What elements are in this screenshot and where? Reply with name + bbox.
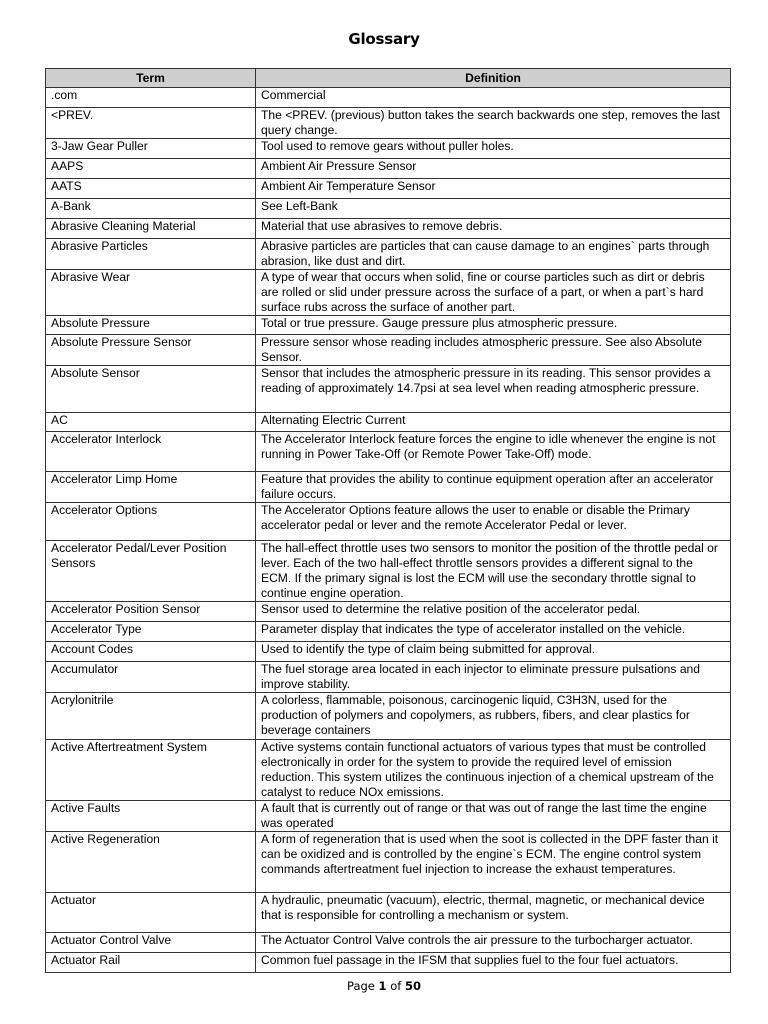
term-cell: Abrasive Wear — [46, 270, 256, 316]
table-row — [46, 893, 731, 933]
term-cell: Accelerator Limp Home — [46, 472, 256, 503]
definition-cell: Ambient Air Temperature Sensor — [256, 179, 731, 199]
term-cell: Active Regeneration — [46, 832, 256, 893]
term-cell: Accumulator — [46, 662, 256, 693]
term-cell: Acrylonitrile — [46, 693, 256, 740]
term-cell: AATS — [46, 179, 256, 199]
definition-cell: The fuel storage area located in each injector to eliminate pressure pulsations and improve stability. — [256, 662, 731, 693]
definition-cell: Active systems contain functional actuators of various types that must be controlled electronically in order for the system to provide the required level of emission reduction. This system utilizes the continuous injection of a chemical upstream of the catalyst to reduce NOx emissions. — [256, 740, 731, 801]
table-row — [46, 801, 731, 832]
term-cell: Actuator — [46, 893, 256, 933]
term-cell: A-Bank — [46, 199, 256, 219]
definition-cell: Sensor that includes the atmospheric pressure in its reading. This sensor provides a reading of approximately 14.7psi at sea level when reading atmospheric pressure. — [256, 366, 731, 413]
term-cell: Absolute Sensor — [46, 366, 256, 413]
table-row — [46, 199, 731, 219]
table-row — [46, 159, 731, 179]
page-number — [0, 979, 768, 993]
table-row — [46, 366, 731, 413]
term-cell: .com — [46, 88, 256, 108]
definition-cell: Abrasive particles are particles that can cause damage to an engines` parts through abrasion, like dust and dirt. — [256, 239, 731, 270]
table-row — [46, 832, 731, 893]
definition-cell: A colorless, flammable, poisonous, carcinogenic liquid, C3H3N, used for the production of polymers and copolymers, as rubbers, fibers, and clear plastics for beverage containers — [256, 693, 731, 740]
table-row — [46, 219, 731, 239]
term-cell: Abrasive Cleaning Material — [46, 219, 256, 239]
term-cell: Absolute Pressure Sensor — [46, 335, 256, 366]
term-cell: AAPS — [46, 159, 256, 179]
definition-cell: A form of regeneration that is used when the soot is collected in the DPF faster than it can be oxidized and is controlled by the engine`s ECM. The engine control system commands aftertreatment fuel injection to increase the exhaust temperatures. — [256, 832, 731, 893]
table-row — [46, 270, 731, 316]
table-row — [46, 740, 731, 801]
definition-cell: See Left-Bank — [256, 199, 731, 219]
table-row — [46, 662, 731, 693]
definition-cell: The hall-effect throttle uses two sensors to monitor the position of the throttle pedal or lever. Each of the two hall-effect throttle sensors provides a different signal to the ECM. If the primary signal is lost the ECM will use the secondary throttle signal to continue engine operation. — [256, 541, 731, 602]
term-cell: Accelerator Options — [46, 503, 256, 541]
definition-column-header: Definition — [256, 69, 731, 88]
table-row — [46, 432, 731, 472]
definition-cell: Common fuel passage in the IFSM that supplies fuel to the four fuel actuators. — [256, 953, 731, 973]
table-row — [46, 239, 731, 270]
term-column-header: Term — [46, 69, 256, 88]
table-row — [46, 413, 731, 432]
table-row — [46, 472, 731, 503]
total-pages: 50 — [404, 979, 421, 993]
table-row — [46, 602, 731, 622]
term-cell: Accelerator Pedal/Lever Position Sensors — [46, 541, 256, 602]
term-cell: Active Faults — [46, 801, 256, 832]
current-page: 1 — [378, 979, 387, 993]
term-cell: Accelerator Position Sensor — [46, 602, 256, 622]
definition-cell: Sensor used to determine the relative position of the accelerator pedal. — [256, 602, 731, 622]
term-cell: AC — [46, 413, 256, 432]
definition-cell: Feature that provides the ability to continue equipment operation after an accelerator failure occurs. — [256, 472, 731, 503]
table-row — [46, 179, 731, 199]
table-row — [46, 139, 731, 159]
table-row — [46, 335, 731, 366]
page-label: Page — [347, 979, 379, 993]
definition-cell: Alternating Electric Current — [256, 413, 731, 432]
definition-cell: Ambient Air Pressure Sensor — [256, 159, 731, 179]
definition-cell: Pressure sensor whose reading includes atmospheric pressure. See also Absolute Sensor. — [256, 335, 731, 366]
table-row — [46, 541, 731, 602]
table-row — [46, 503, 731, 541]
term-cell: Abrasive Particles — [46, 239, 256, 270]
definition-cell: Used to identify the type of claim being submitted for approval. — [256, 642, 731, 662]
table-row — [46, 933, 731, 953]
table-row — [46, 642, 731, 662]
definition-cell: A type of wear that occurs when solid, fine or course particles such as dirt or debris are rolled or slid under pressure across the surface of a part, or when a part`s hard surface rubs across the surface of another part. — [256, 270, 731, 316]
term-cell: Accelerator Interlock — [46, 432, 256, 472]
page-title: Glossary — [348, 30, 420, 48]
definition-cell: The <PREV. (previous) button takes the search backwards one step, removes the last query change. — [256, 108, 731, 139]
definition-cell: The Accelerator Options feature allows the user to enable or disable the Primary accelerator pedal or lever and the remote Accelerator Pedal or lever. — [256, 503, 731, 541]
table-row — [46, 88, 731, 108]
term-cell: Accelerator Type — [46, 622, 256, 642]
term-cell: Actuator Rail — [46, 953, 256, 973]
definition-cell: Commercial — [256, 88, 731, 108]
term-cell: Actuator Control Valve — [46, 933, 256, 953]
definition-cell: The Actuator Control Valve controls the air pressure to the turbocharger actuator. — [256, 933, 731, 953]
term-cell: 3-Jaw Gear Puller — [46, 139, 256, 159]
definition-cell: Parameter display that indicates the type of accelerator installed on the vehicle. — [256, 622, 731, 642]
definition-cell: Material that use abrasives to remove debris. — [256, 219, 731, 239]
glossary-table — [45, 68, 731, 973]
definition-cell: Total or true pressure. Gauge pressure plus atmospheric pressure. — [256, 316, 731, 335]
definition-cell: The Accelerator Interlock feature forces the engine to idle whenever the engine is not running in Power Take-Off (or Remote Power Take-Off) mode. — [256, 432, 731, 472]
glossary-body — [46, 88, 731, 973]
table-row — [46, 693, 731, 740]
table-row — [46, 953, 731, 973]
table-header-row — [46, 69, 731, 88]
term-cell: <PREV. — [46, 108, 256, 139]
table-row — [46, 108, 731, 139]
table-row — [46, 316, 731, 335]
term-cell: Absolute Pressure — [46, 316, 256, 335]
page-of-label: of — [386, 979, 405, 993]
term-cell: Account Codes — [46, 642, 256, 662]
table-row — [46, 622, 731, 642]
definition-cell: Tool used to remove gears without puller holes. — [256, 139, 731, 159]
definition-cell: A fault that is currently out of range or that was out of range the last time the engine was operated — [256, 801, 731, 832]
term-cell: Active Aftertreatment System — [46, 740, 256, 801]
definition-cell: A hydraulic, pneumatic (vacuum), electric, thermal, magnetic, or mechanical device that is responsible for controlling a mechanism or system. — [256, 893, 731, 933]
